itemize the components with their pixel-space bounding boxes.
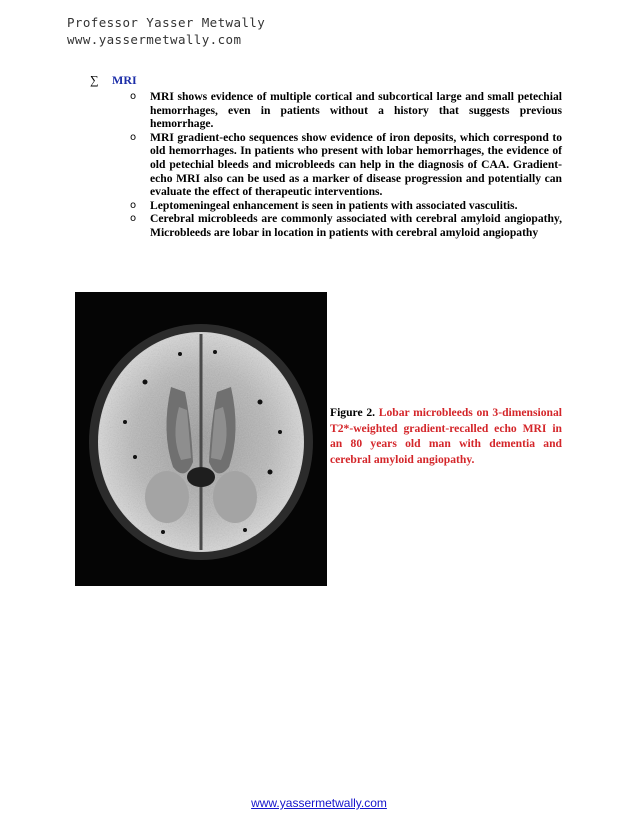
list-item [128,90,562,131]
list-item-text: Leptomeningeal enhancement is seen in patients with associated vasculitis. [150,198,518,212]
mri-brain-image [75,292,327,586]
circle-bullet-icon: o [130,91,137,102]
list-item [128,212,562,239]
figure-label: Figure 2. [330,406,376,419]
page-header [67,14,265,48]
section-heading [90,73,137,88]
circle-bullet-icon: o [130,131,137,143]
list-item-text: Cerebral microbleeds are commonly associated with cerebral amyloid angiopathy, Microbleeds are lobar in location in patients with cerebral amyloid angiopathy [150,212,562,239]
figure-caption-text: Lobar microbleeds on 3-dimensional T2*-weighted gradient-recalled echo MRI in an 80 years old man with dementia and cerebral amyloid angiopathy. [330,406,562,466]
list-item [128,131,562,199]
list-item-text: MRI shows evidence of multiple cortical and subcortical large and small petechial hemorrhages, even in patients without a history that suggests previous hemorrhage. [150,90,562,131]
sigma-bullet-icon: ∑ [90,73,99,87]
circle-bullet-icon: o [130,213,137,225]
header-author: Professor Yasser Metwally [67,15,266,30]
header-website: www.yassermetwally.com [67,32,242,47]
section-title: MRI [112,73,137,87]
list-item-text: MRI gradient-echo sequences show evidence of iron deposits, which correspond to old hemorrhages. In patients who present with lobar hemorrhages, the evidence of old petechial bleeds and microbleeds can help in the diagnosis of CAA. Gradient-echo MRI also can be used as a marker of disease progression and potentially can evaluate the effect of therapeutic interventions. [150,130,562,199]
footer-website-link[interactable]: www.yassermetwally.com [251,796,387,810]
list-item [128,199,562,213]
figure-caption [330,405,562,467]
mri-findings-list [128,90,562,240]
brain-scan-illustration [75,292,327,586]
circle-bullet-icon: o [130,199,137,211]
page-footer [0,796,638,810]
